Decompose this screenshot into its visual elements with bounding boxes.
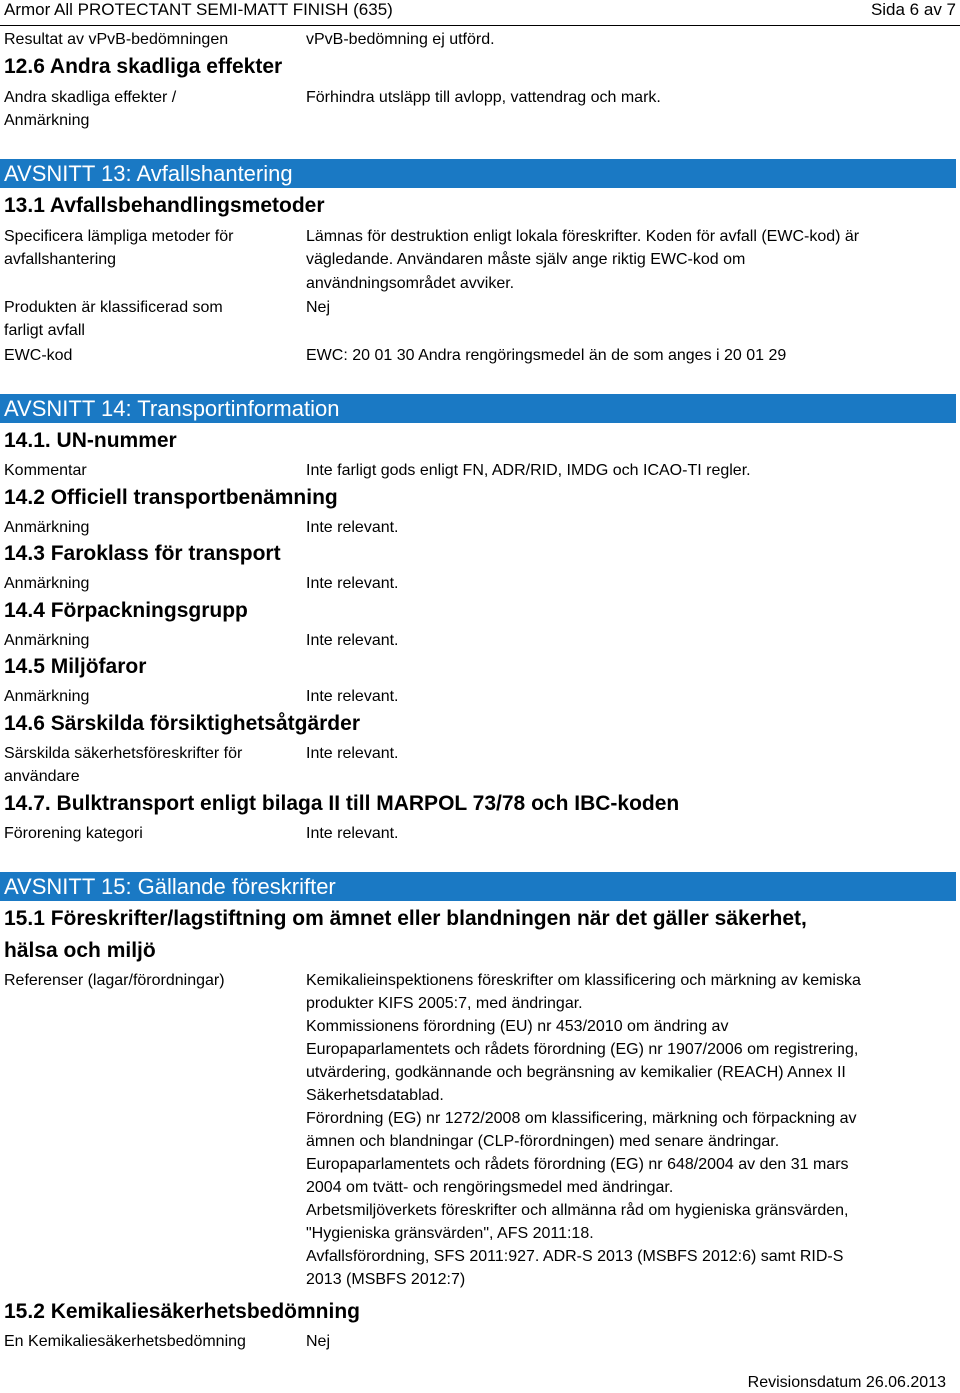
heading-14-6: 14.6 Särskilda försiktighetsåtgärder — [4, 712, 360, 735]
reference-line: Arbetsmiljöverkets föreskrifter och allmänna råd om hygieniska gränsvärden, — [306, 1202, 849, 1219]
heading-15-1-line1: 15.1 Föreskrifter/lagstiftning om ämnet eller blandningen när det gäller säkerhet, — [4, 907, 807, 930]
references-label: Referenser (lagar/förordningar) — [4, 972, 225, 989]
page-number: Sida 6 av 7 — [870, 0, 956, 19]
reference-line: Förordning (EG) nr 1272/2008 om klassificering, märkning och förpackning av — [306, 1110, 857, 1127]
reference-line: Säkerhetsdatablad. — [306, 1087, 444, 1104]
heading-12-6: 12.6 Andra skadliga effekter — [4, 55, 283, 78]
comment-label: Kommentar — [4, 462, 87, 479]
reference-line: 2004 om tvätt- och rengöringsmedel med ändringar. — [306, 1179, 674, 1196]
user-precautions-value: Inte relevant. — [306, 745, 399, 762]
ewc-value: EWC: 20 01 30 Andra rengöringsmedel än de som anges i 20 01 29 — [306, 347, 787, 364]
note-label-14-2: Anmärkning — [4, 519, 90, 536]
comment-value: Inte farligt gods enligt FN, ADR/RID, IMDG och ICAO-TI regler. — [306, 462, 751, 479]
hazardous-waste-value: Nej — [306, 299, 331, 316]
other-effects-label-line2: Anmärkning — [4, 112, 90, 129]
waste-method-value-line2: vägledande. Användaren måste själv ange riktig EWC-kod om — [306, 251, 746, 268]
note-label-14-5: Anmärkning — [4, 688, 90, 705]
note-value-14-4: Inte relevant. — [306, 632, 399, 649]
pollution-category-value: Inte relevant. — [306, 825, 399, 842]
heading-14-7: 14.7. Bulktransport enligt bilaga II till MARPOL 73/78 och IBC-koden — [4, 792, 680, 815]
reference-line: Europaparlamentets och rådets förordning (EG) nr 648/2004 av den 31 mars — [306, 1156, 849, 1173]
revision-date: Revisionsdatum 26.06.2013 — [747, 1374, 946, 1391]
reference-line: produkter KIFS 2005:7, med ändringar. — [306, 995, 583, 1012]
heading-14-1: 14.1. UN-nummer — [4, 429, 177, 452]
csa-value: Nej — [306, 1333, 331, 1350]
hazardous-waste-label-line2: farligt avfall — [4, 322, 85, 339]
reference-line: utvärdering, godkännande och begränsning av kemikalier (REACH) Annex II — [306, 1064, 846, 1081]
note-value-14-2: Inte relevant. — [306, 519, 399, 536]
hazardous-waste-label-line1: Produkten är klassificerad som — [4, 299, 223, 316]
waste-method-label-line1: Specificera lämpliga metoder för — [4, 228, 234, 245]
reference-line: 2013 (MSBFS 2012:7) — [306, 1271, 466, 1288]
section-14-band: AVSNITT 14: Transportinformation — [0, 394, 956, 423]
reference-line: Kemikalieinspektionens föreskrifter om klassificering och märkning av kemiska — [306, 972, 861, 989]
heading-14-2: 14.2 Officiell transportbenämning — [4, 486, 338, 509]
ewc-label: EWC-kod — [4, 347, 73, 364]
other-effects-label-line1: Andra skadliga effekter / — [4, 89, 177, 106]
reference-line: Europaparlamentets och rådets förordning (EG) nr 1907/2006 om registrering, — [306, 1041, 859, 1058]
heading-14-4: 14.4 Förpackningsgrupp — [4, 599, 248, 622]
pbt-label: Resultat av vPvB-bedömningen — [4, 31, 229, 48]
waste-method-value-line3: användningsområdet avviker. — [306, 275, 515, 292]
heading-15-1-line2: hälsa och miljö — [4, 939, 156, 962]
heading-14-3: 14.3 Faroklass för transport — [4, 542, 281, 565]
heading-14-5: 14.5 Miljöfaror — [4, 655, 147, 678]
reference-line: ämnen och blandningar (CLP-förordningen) med senare ändringar. — [306, 1133, 780, 1150]
waste-method-value-line1: Lämnas för destruktion enligt lokala föreskrifter. Koden för avfall (EWC-kod) är — [306, 228, 860, 245]
reference-line: Kommissionens förordning (EU) nr 453/2010 om ändring av — [306, 1018, 729, 1035]
section-15-band: AVSNITT 15: Gällande föreskrifter — [0, 872, 956, 901]
csa-label: En Kemikaliesäkerhetsbedömning — [4, 1333, 246, 1350]
reference-line: "Hygieniska gränsvärden", AFS 2011:18. — [306, 1225, 594, 1242]
note-label-14-4: Anmärkning — [4, 632, 90, 649]
pbt-value: vPvB-bedömning ej utförd. — [306, 31, 495, 48]
note-value-14-3: Inte relevant. — [306, 575, 399, 592]
section-13-band: AVSNITT 13: Avfallshantering — [0, 159, 956, 188]
note-label-14-3: Anmärkning — [4, 575, 90, 592]
waste-method-label-line2: avfallshantering — [4, 251, 117, 268]
heading-13-1: 13.1 Avfallsbehandlingsmetoder — [4, 194, 325, 217]
document-title: Armor All PROTECTANT SEMI-MATT FINISH (635) — [4, 0, 393, 19]
header-divider — [0, 25, 960, 26]
pollution-category-label: Förorening kategori — [4, 825, 143, 842]
note-value-14-5: Inte relevant. — [306, 688, 399, 705]
reference-line: Avfallsförordning, SFS 2011:927. ADR-S 2013 (MSBFS 2012:6) samt RID-S — [306, 1248, 844, 1265]
user-precautions-label-line2: användare — [4, 768, 80, 785]
heading-15-2: 15.2 Kemikaliesäkerhetsbedömning — [4, 1300, 360, 1323]
user-precautions-label-line1: Särskilda säkerhetsföreskrifter för — [4, 745, 243, 762]
references-list — [306, 969, 861, 1291]
other-effects-value: Förhindra utsläpp till avlopp, vattendrag och mark. — [306, 89, 661, 106]
